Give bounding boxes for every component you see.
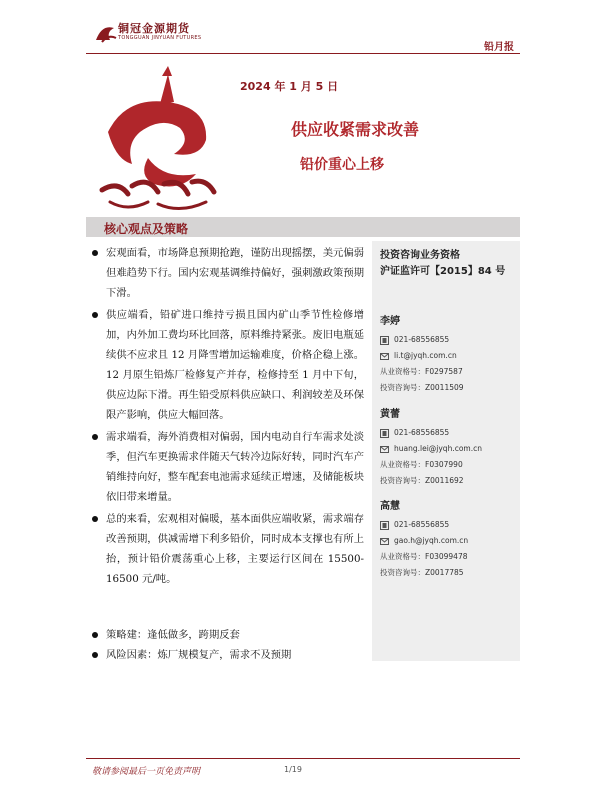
analyst-advisory-no: 投资咨询号：Z0011692 bbox=[380, 476, 464, 485]
bullet-dot-icon bbox=[92, 312, 98, 318]
analyst-name: 黄蕾 bbox=[380, 409, 400, 420]
analyst-practice-no: 从业资格号：F03099478 bbox=[380, 552, 468, 561]
brand-name-en: TONGGUAN JINYUAN FUTURES bbox=[118, 35, 202, 41]
analyst-card bbox=[380, 312, 516, 396]
report-title: 供应收紧需求改善 bbox=[291, 120, 420, 139]
bullet-risk: 风险因素：炼厂规模复产，需求不及预期 bbox=[92, 645, 364, 665]
analyst-phone: 021-68556855 bbox=[380, 332, 516, 348]
bullet-strategy: 策略建：逢低做多，跨期反套 bbox=[92, 625, 364, 645]
bullet-dot-icon bbox=[92, 434, 98, 440]
analyst-email[interactable]: li.t@jyqh.com.cn bbox=[380, 348, 516, 364]
cert-license: 沪证监许可【2015】84 号 bbox=[380, 266, 506, 277]
disclaimer-link[interactable]: 敬请参阅最后一页免责声明 bbox=[92, 767, 201, 777]
report-date: 2024 年 1 月 5 日 bbox=[240, 80, 339, 93]
analyst-card bbox=[380, 497, 516, 581]
bullet-dot-icon bbox=[92, 250, 98, 256]
analyst-advisory-no: 投资咨询号：Z0011509 bbox=[380, 383, 464, 392]
phone-icon bbox=[380, 521, 389, 530]
analyst-email[interactable]: gao.h@jyqh.com.cn bbox=[380, 533, 516, 549]
analyst-email[interactable]: huang.lei@jyqh.com.cn bbox=[380, 441, 516, 457]
phone-icon bbox=[380, 336, 389, 345]
report-type: 铅月报 bbox=[484, 42, 514, 53]
emblem-icon bbox=[88, 62, 228, 217]
bullet-dot-icon bbox=[92, 516, 98, 522]
bullet-dot-icon bbox=[92, 632, 98, 638]
analyst-phone: 021-68556855 bbox=[380, 517, 516, 533]
brand-name-cn: 铜冠金源期货 bbox=[118, 22, 190, 35]
section-title: 核心观点及策略 bbox=[104, 222, 189, 236]
header-rule bbox=[86, 53, 520, 54]
cert-qualification: 投资咨询业务资格 bbox=[380, 250, 460, 261]
analyst-practice-no: 从业资格号：F0307990 bbox=[380, 460, 463, 469]
email-icon bbox=[380, 537, 389, 546]
analyst-name: 高慧 bbox=[380, 501, 400, 512]
bullet-macro: 宏观面看，市场降息预期抢跑，谨防出现摇摆，美元偏弱但难趋势下行。国内宏观基调维持偏好，强刺激政策预期下滑。 bbox=[92, 243, 364, 303]
bullet-supply: 供应端看，铅矿进口维持亏损且国内矿山季节性检修增加，内外加工费均环比回落，原料维持紧张。废旧电瓶延续供不应求且 12 月降雪增加运输难度，价格企稳上涨。12 月原生铅炼厂检修复产并存，检修持至 1 月中下旬，供应边际下滑。再生铅受原料供应缺口、利润较差及环保限产影响，供应大幅回落。 bbox=[92, 305, 364, 425]
bullet-summary: 总的来看，宏观相对偏暖，基本面供应端收紧，需求端存改善预期，供减需增下利多铅价，同时成本支撑也有所上抬，预计铅价震荡重心上移，主要运行区间在 15500-16500 元/吨。 bbox=[92, 509, 364, 589]
analyst-phone: 021-68556855 bbox=[380, 425, 516, 441]
analyst-name: 李婷 bbox=[380, 316, 400, 327]
analyst-practice-no: 从业资格号：F0297587 bbox=[380, 367, 463, 376]
bullet-demand: 需求端看，海外消费相对偏弱，国内电动自行车需求处淡季，但汽车更换需求伴随天气转冷边际好转，同时汽车产销维持向好，整车配套电池需求延续正增速，及储能板块依旧带来增量。 bbox=[92, 427, 364, 507]
email-icon bbox=[380, 445, 389, 454]
email-icon bbox=[380, 352, 389, 361]
phone-icon bbox=[380, 429, 389, 438]
analyst-advisory-no: 投资咨询号：Z0017785 bbox=[380, 568, 464, 577]
analyst-card bbox=[380, 405, 516, 489]
report-subtitle: 铅价重心上移 bbox=[300, 157, 384, 173]
bullet-dot-icon bbox=[92, 652, 98, 658]
footer-rule bbox=[86, 758, 520, 759]
key-points bbox=[92, 243, 364, 665]
page-number: 1/19 bbox=[284, 765, 302, 774]
